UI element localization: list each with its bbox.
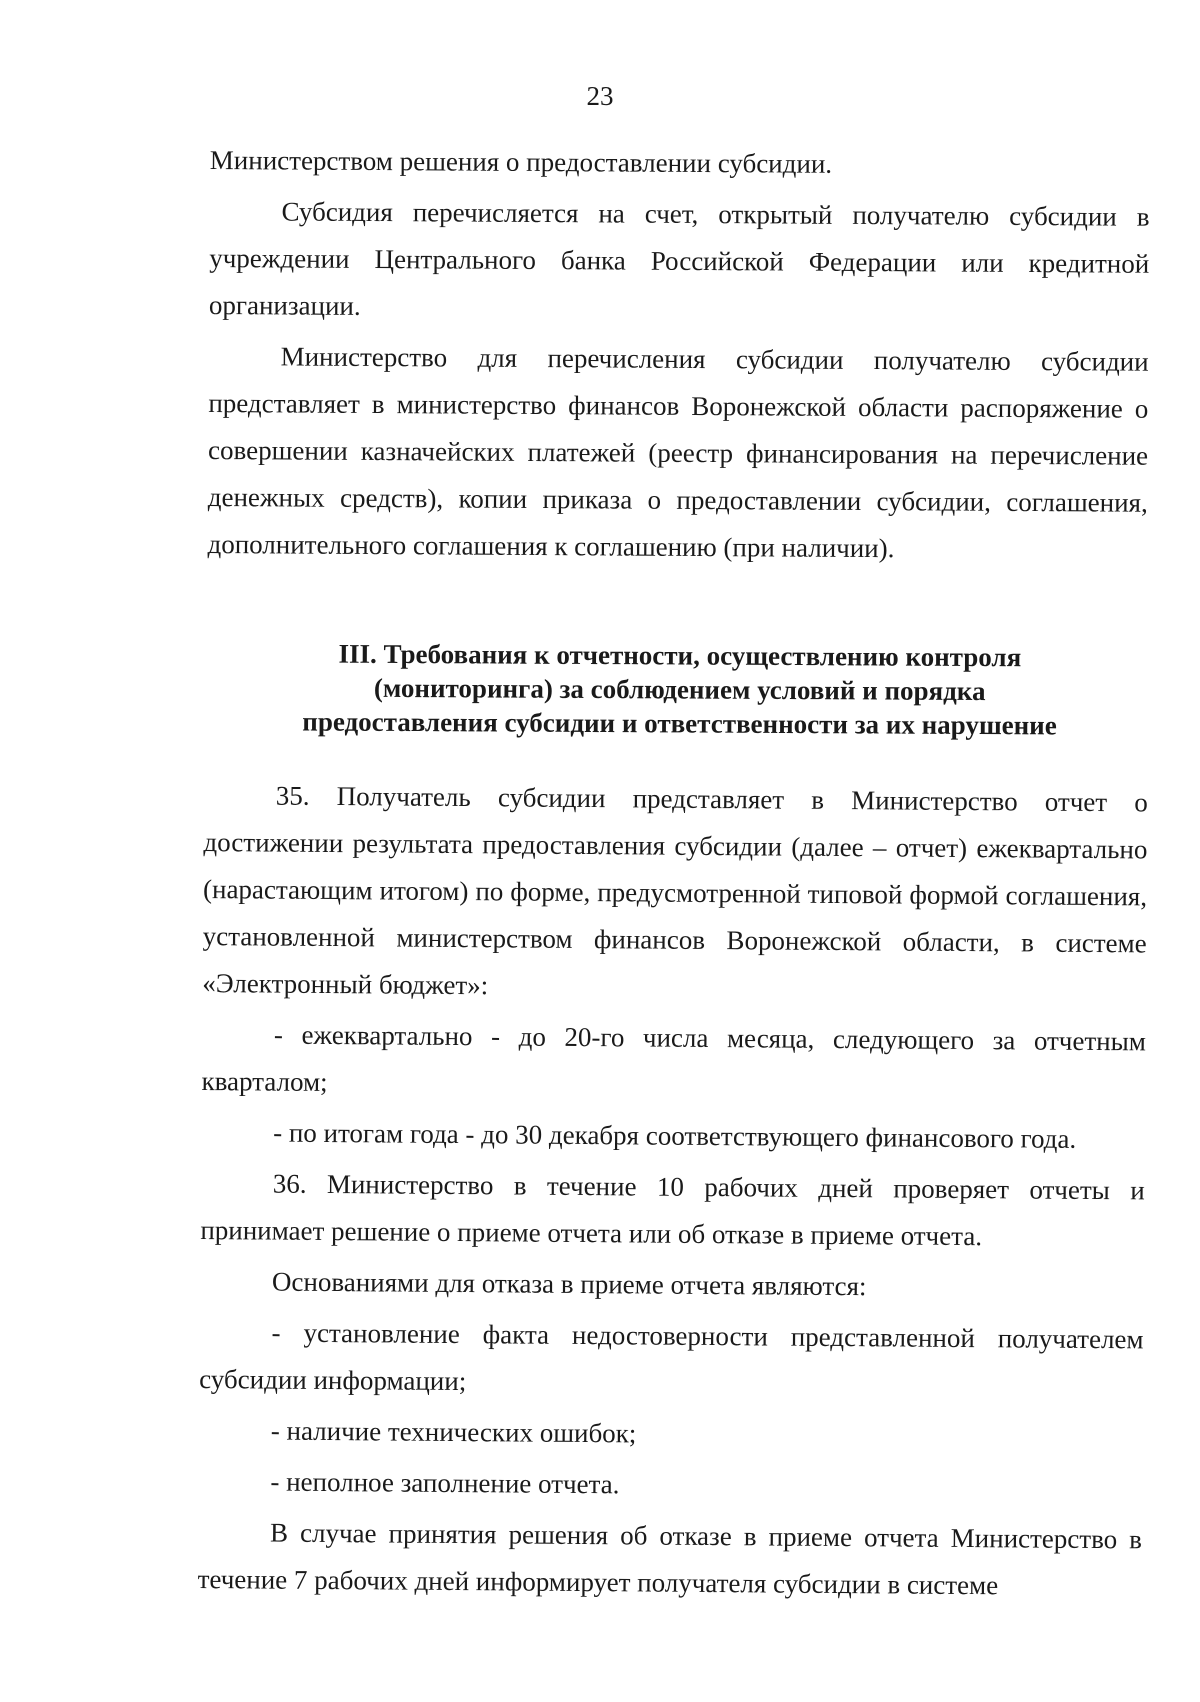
paragraph-refusal-grounds: Основаниями для отказа в приеме отчета являются:	[271, 1266, 867, 1302]
section-heading-line-3: предоставления субсидии и ответственности за их нарушение	[302, 706, 1057, 741]
section-heading-line-1: III. Требования к отчетности, осуществлению контроля	[338, 638, 1022, 673]
text-block-bottom	[197, 772, 1147, 1610]
paragraph-clause-36: 36. Министерство в течение 10 рабочих дней проверяет отчеты и принимает решение о приеме отчета или об отказе в приеме отчета.	[200, 1168, 1145, 1252]
section-heading-line-2: (мониторинга) за соблюдением условий и порядка	[373, 672, 986, 707]
list-item-quarterly: - ежеквартально - до 20-го числа месяца, следующего за отчетным кварталом;	[201, 1019, 1147, 1097]
paragraph-ministry-order: Министерство для перечисления субсидии получателю субсидии представляет в министерство финансов Воронежской области распоряжение о совершении казначейских платежей (реестр финансирования на перечисление денежных средств), копии приказа о предоставлении субсидии, соглашения, дополнительного соглашения к соглашению (при наличии).	[207, 341, 1149, 564]
text-block-top	[207, 137, 1150, 574]
list-item-incomplete-report: - неполное заполнение отчета.	[270, 1466, 620, 1500]
paragraph-subsidy-transfer: Субсидия перечисляется на счет, открытый получателю субсидии в учреждении Центрального банка Российской Федерации или кредитной организации.	[208, 196, 1150, 321]
paragraph-continuation: Министерством решения о предоставлении субсидии.	[209, 144, 833, 179]
section-heading	[209, 636, 1150, 743]
list-item-technical-errors: - наличие технических ошибок;	[270, 1415, 637, 1449]
list-item-annual: - по итогам года - до 30 декабря соответствующего финансового года.	[273, 1117, 1077, 1154]
paragraph-refusal-notice: В случае принятия решения об отказе в приеме отчета Министерство в течение 7 рабочих дней информирует получателя субсидии в системе	[197, 1517, 1143, 1601]
page-number: 23	[586, 81, 614, 111]
paragraph-clause-35: 35. Получатель субсидии представляет в Министерство отчет о достижении результата предоставления субсидии (далее – отчет) ежеквартально (нарастающим итогом) по форме, предусмотренной типовой формой соглашения, установленной министерством финансов Воронежской области, в системе «Электронный бюджет»:	[202, 780, 1148, 1001]
list-item-unreliable-info: - установление факта недостоверности представленной получателем субсидии информации;	[199, 1317, 1144, 1397]
